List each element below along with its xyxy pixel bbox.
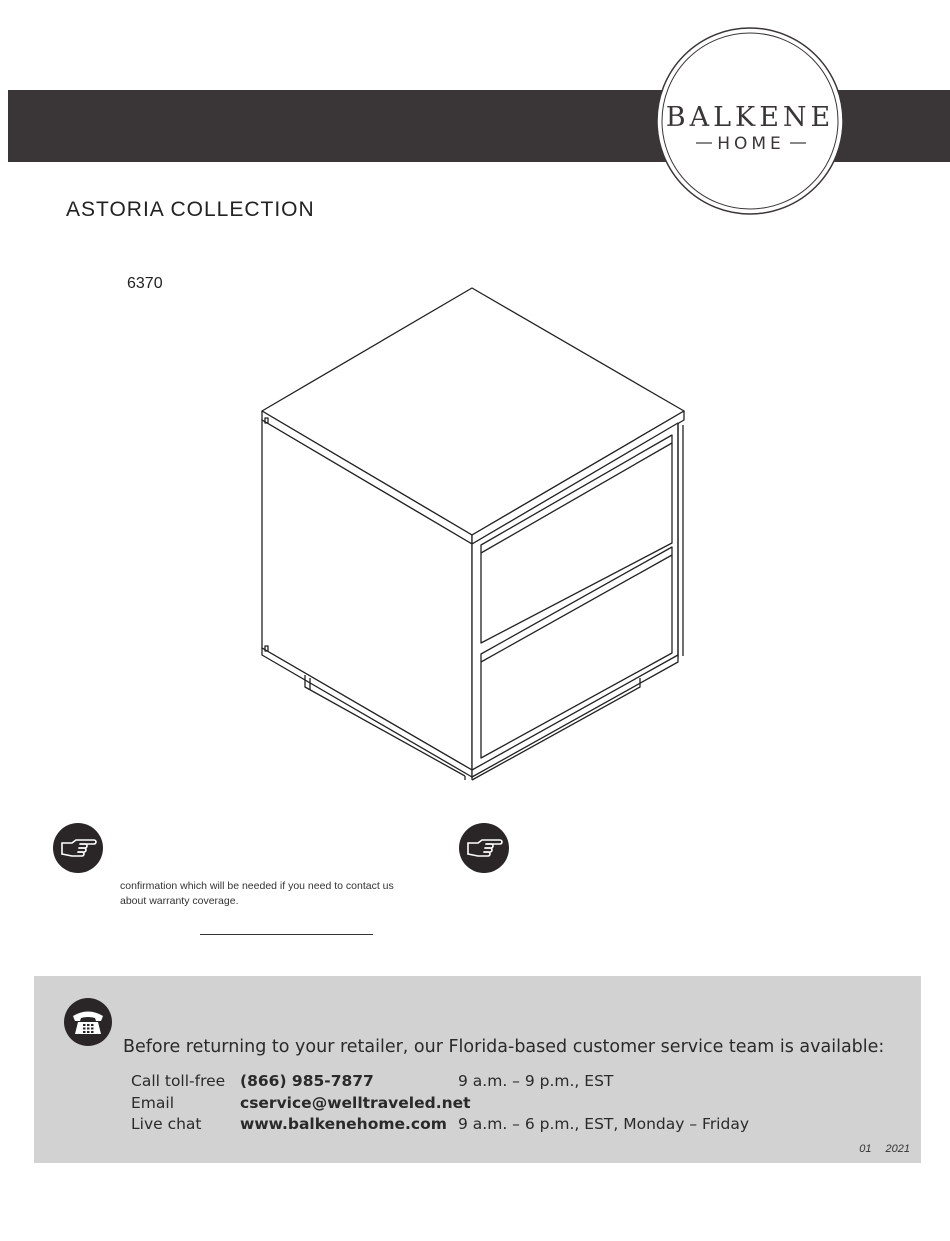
email-address[interactable]: cservice@welltraveled.net: [240, 1094, 471, 1112]
pointing-hand-icon: [459, 823, 509, 873]
warranty-note: confirmation which will be needed if you need to contact us about warranty coverage.: [120, 880, 394, 907]
signature-line: [200, 934, 373, 935]
contact-label: Live chat: [131, 1115, 202, 1133]
collection-title: ASTORIA COLLECTION: [66, 198, 315, 221]
model-number: 6370: [127, 275, 163, 292]
customer-service-panel: [34, 976, 921, 1163]
brand-logo: [656, 27, 844, 215]
contact-label: Email: [131, 1094, 175, 1112]
website-link[interactable]: www.balkenehome.com: [240, 1115, 447, 1133]
contact-label: Call toll-free: [131, 1072, 226, 1090]
contact-hours: 9 a.m. – 9 p.m., EST: [458, 1072, 614, 1090]
telephone-icon: [64, 998, 112, 1046]
doc-number: 01: [859, 1143, 872, 1155]
phone-number[interactable]: (866) 985-7877: [240, 1072, 374, 1090]
pointing-hand-icon: [53, 823, 103, 873]
document-code: [859, 1143, 910, 1155]
nightstand-illustration: [250, 280, 700, 790]
contact-hours: 9 a.m. – 6 p.m., EST, Monday – Friday: [458, 1115, 750, 1133]
service-intro: Before returning to your retailer, our Florida-based customer service team is available:: [123, 1037, 885, 1057]
brand-name: BALKENE: [665, 102, 835, 133]
brand-sub: HOME: [717, 134, 785, 154]
doc-year: 2021: [885, 1143, 910, 1155]
